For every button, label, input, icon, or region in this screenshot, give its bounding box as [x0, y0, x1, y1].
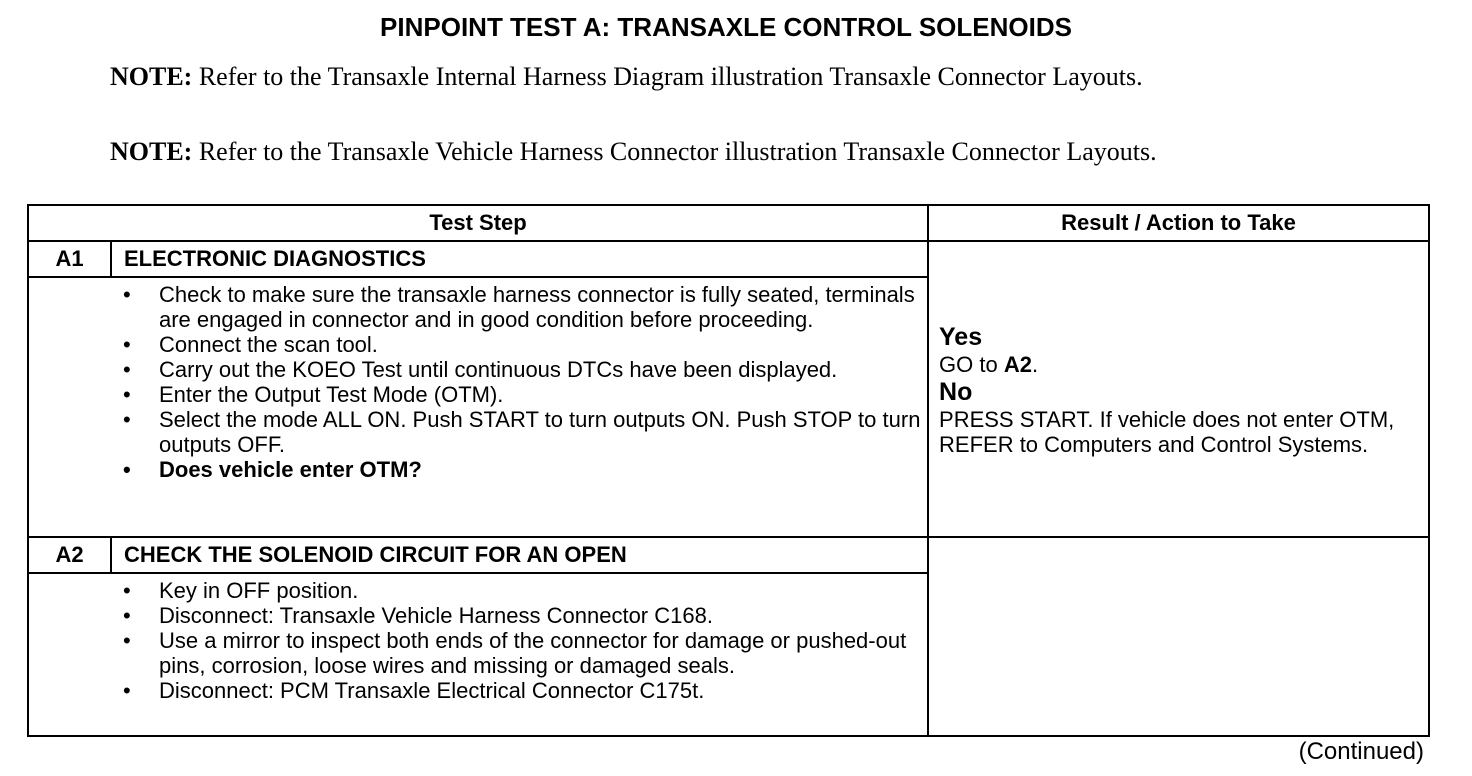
- step-list: [29, 282, 927, 482]
- step-id: A2: [28, 537, 111, 573]
- list-item: • Use a mirror to inspect both ends of the connector for damage or pushed-out pins, corrosion, loose wires and missing or damaged seals.: [159, 628, 927, 678]
- header-row: [28, 205, 1429, 241]
- yes-target: A2: [1003, 351, 1032, 377]
- step-a1-items: [28, 277, 928, 537]
- yes-prefix: GO to: [939, 351, 1004, 377]
- list-item: • Enter the Output Test Mode (OTM).: [159, 382, 927, 407]
- result-header: Result / Action to Take: [928, 205, 1429, 241]
- list-item: • Check to make sure the transaxle harness connector is fully seated, terminals are engaged in connector and in good condition before proceeding.: [159, 282, 927, 332]
- list-item: • Connect the scan tool.: [159, 332, 927, 357]
- note-label: NOTE:: [110, 62, 193, 91]
- step-id: A1: [28, 241, 111, 277]
- yes-label: Yes: [939, 322, 983, 351]
- step-title: CHECK THE SOLENOID CIRCUIT FOR AN OPEN: [111, 537, 928, 573]
- step-a1-result: [928, 241, 1429, 537]
- list-item: • Disconnect: Transaxle Vehicle Harness Connector C168.: [159, 603, 927, 628]
- yes-suffix: .: [1031, 351, 1039, 377]
- step-a1-title-row: [28, 241, 1429, 277]
- list-item: • Does vehicle enter OTM?: [159, 457, 927, 482]
- note-text: Refer to the Transaxle Internal Harness Diagram illustration Transaxle Connector Layouts.: [192, 62, 1143, 91]
- note-text: Refer to the Transaxle Vehicle Harness Connector illustration Transaxle Connector Layouts.: [192, 137, 1157, 166]
- step-list: [29, 578, 927, 703]
- no-label: No: [939, 377, 973, 406]
- note-label: NOTE:: [110, 137, 193, 166]
- continued-label: (Continued): [1298, 738, 1424, 765]
- list-item: • Select the mode ALL ON. Push START to turn outputs ON. Push STOP to turn outputs OFF.: [159, 407, 927, 457]
- step-a2-title-row: [28, 537, 1429, 573]
- pinpoint-test-table: [27, 204, 1430, 737]
- test-step-header: Test Step: [28, 205, 928, 241]
- page-title: PINPOINT TEST A: TRANSAXLE CONTROL SOLENOIDS: [380, 12, 1072, 42]
- note-2: [110, 137, 1290, 167]
- list-item: • Disconnect: PCM Transaxle Electrical Connector C175t.: [159, 678, 927, 703]
- list-item: • Carry out the KOEO Test until continuous DTCs have been displayed.: [159, 357, 927, 382]
- no-action: PRESS START. If vehicle does not enter OTM, REFER to Computers and Control Systems.: [939, 406, 1395, 457]
- yes-action: [939, 352, 1418, 377]
- step-title: ELECTRONIC DIAGNOSTICS: [111, 241, 928, 277]
- note-1: [110, 62, 1290, 92]
- step-a2-items: [28, 573, 928, 736]
- list-item: • Key in OFF position.: [159, 578, 927, 603]
- step-a2-result: [928, 537, 1429, 736]
